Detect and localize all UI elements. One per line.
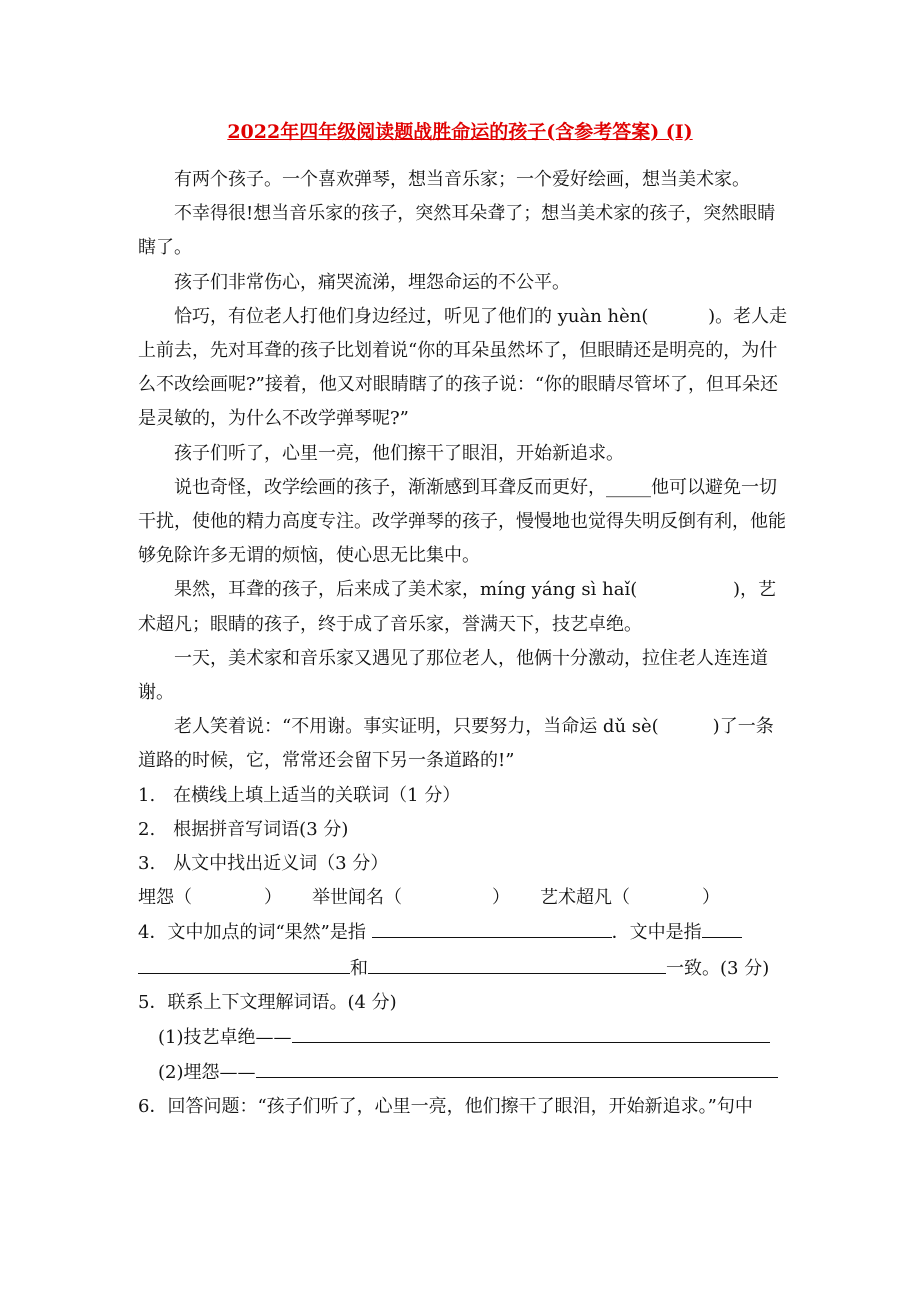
answer-blank[interactable]: [702, 915, 742, 938]
document-body: [138, 163, 790, 1125]
paragraph: 老人笑着说：“不用谢。事实证明，只要努力，当命运 dǔ sè( )了一条道路的时候，它，常常还会留下另一条道路的!”: [138, 716, 774, 772]
answer-blank[interactable]: [368, 951, 666, 974]
question-5-2: [138, 1055, 790, 1090]
paragraph: 孩子们非常伤心，痛哭流涕，埋怨命运的不公平。: [174, 271, 570, 293]
answer-blank[interactable]: [138, 951, 350, 974]
question-5-label: (2)埋怨——: [158, 1062, 256, 1084]
paragraph: 不幸得很!想当音乐家的孩子，突然耳朵聋了；想当美术家的孩子，突然眼睛瞎了。: [138, 203, 776, 259]
synonym-item: 艺术超凡（ ）: [540, 887, 720, 909]
answer-blank[interactable]: [292, 1020, 770, 1043]
question-4: [138, 915, 790, 950]
question-4-text: 一致。(3 分): [666, 957, 770, 979]
page-title: 2022年四年级阅读题战胜命运的孩子(含参考答案) (I): [227, 121, 693, 143]
paragraph: 一天，美术家和音乐家又遇见了那位老人，他俩十分激动，拉住老人连连道谢。: [138, 647, 768, 704]
paragraph: 说也奇怪，改学绘画的孩子，渐渐感到耳聋反而更好，_____他可以避免一切干扰，使他的精力高度专注。改学弹琴的孩子，慢慢地也觉得失明反倒有利，他能够免除许多无谓的烦恼，使心思无比集中。: [138, 476, 786, 567]
question-4-cont: [138, 951, 790, 986]
question-4-text: 和: [350, 957, 368, 979]
paragraph: 孩子们听了，心里一亮，他们擦干了眼泪，开始新追求。: [174, 442, 624, 464]
question-6: 6．回答问题：“孩子们听了，心里一亮，他们擦干了眼泪，开始新追求。”句中: [138, 1096, 753, 1118]
question-5-1: [138, 1020, 790, 1055]
synonym-item: 埋怨（ ）: [138, 887, 282, 909]
question-1: 1. 在横线上填上适当的关联词（1 分）: [138, 784, 461, 806]
paragraph: 有两个孩子。一个喜欢弹琴，想当音乐家；一个爱好绘画，想当美术家。: [174, 169, 750, 190]
synonym-item: 举世闻名（ ）: [312, 887, 510, 909]
paragraph: 果然，耳聋的孩子，后来成了美术家，míng yáng sì haǐ( )，艺术超凡；眼睛的孩子，终于成了音乐家，誉满天下，技艺卓绝。: [138, 579, 776, 635]
question-5-label: (1)技艺卓绝——: [158, 1027, 292, 1049]
question-4-text: ．文中是指: [611, 922, 702, 944]
answer-blank[interactable]: [256, 1055, 778, 1078]
question-3-items: [138, 881, 790, 915]
question-4-text: 4．文中加点的词“果然”是指: [138, 922, 366, 944]
paragraph: 恰巧，有位老人打他们身边经过，听见了他们的 yuàn hèn( )。老人走上前去，先对耳聋的孩子比划着说“你的耳朵虽然坏了，但眼睛还是明亮的，为什么不改绘画呢?”接着，他又对眼睛瞎了的孩子说：“你的眼睛尽管坏了，但耳朵还是灵敏的，为什么不改学弹琴呢?”: [138, 305, 788, 430]
answer-blank[interactable]: [372, 915, 612, 938]
question-3: 3. 从文中找出近义词（3 分）: [138, 853, 389, 875]
question-2: 2. 根据拼音写词语(3 分): [138, 818, 349, 840]
question-5: 5．联系上下文理解词语。(4 分): [138, 991, 397, 1013]
